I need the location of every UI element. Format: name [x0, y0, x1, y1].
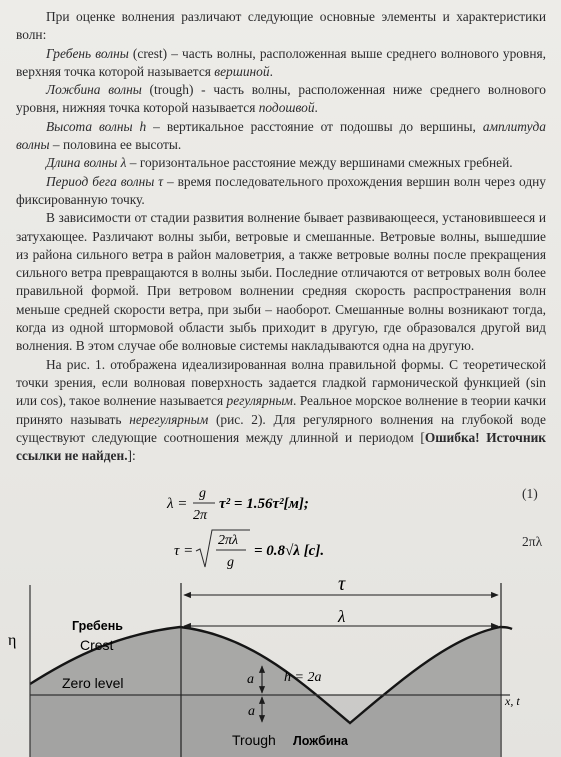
- eq2-lhs: τ =: [174, 543, 194, 559]
- term-irregular: нерегулярным: [129, 411, 209, 427]
- figref-end: ]:: [127, 448, 136, 464]
- equation-1-number: (1): [522, 486, 538, 501]
- trough-label-ru: Ложбина: [293, 734, 349, 748]
- types-text: В зависимости от стадии развития волнение бывает развивающееся, установившееся и затухающее. Различают волны зыби, ветровые и смешанные. Ветровые волны, вышедшие из района сильного ветра в район маловетрия, а также ветровые волны после прекращения сильного ветра превращаются в волны зыби. Последние отличаются от ветровых волн более правильной формой. При ветровом волнении средняя скорость распространения волн меньше средней скорости ветра, при зыби – наоборот. Смешанные волны возникают тогда, когда из одной штормовой области зыбь приходит в другую, где образовался другой вид волнения. В этом случае обе волновые системы накладываются одна на другую.: [16, 210, 546, 354]
- eq2-tail: = 0.8√λ [с].: [254, 543, 325, 559]
- crest-label-en: Crest: [80, 637, 114, 653]
- eta-label: η: [8, 632, 17, 649]
- paragraph-length: [16, 154, 546, 172]
- zero-level-label: Zero level: [62, 675, 124, 691]
- wave-diagram: [0, 575, 561, 757]
- paragraph-period: [16, 173, 546, 210]
- trough-end: .: [314, 100, 318, 116]
- crest-def: (crest) – часть волны, расположенная выше среднего волнового уровня, верхняя точка которой называется: [16, 45, 546, 79]
- trough-def: (trough) - часть волны, расположенная ниже среднего волнового уровня, нижняя точка которой называется: [16, 82, 547, 116]
- figref-text-a: На рис. 1. отображена идеализированная волна правильной формы. С теоретической точки зрения, если волновая поверхность задается гладкой гармонической функцией (sin или cos), такое волнение называется: [16, 356, 546, 409]
- equation-2: [172, 527, 402, 573]
- crest-end: .: [269, 63, 273, 79]
- figref-text-b: . Реальное морское волнение в теории качки принято называть: [16, 393, 547, 427]
- eq1-lhs: λ =: [167, 496, 188, 512]
- crest-label-ru: Гребень: [72, 619, 123, 633]
- paragraph-height: [16, 118, 546, 155]
- term-base: подошвой: [258, 100, 315, 116]
- amplitude-bottom-label: a: [248, 704, 255, 719]
- paragraph-types: [16, 209, 546, 355]
- paragraph-figure-ref: [16, 356, 546, 466]
- figref-text-c: (рис. 2). Для регулярного волнения на глубокой воде существуют следующие соотношения между длинной и периодом [: [16, 411, 546, 445]
- term-crest: Гребень волны: [46, 45, 129, 61]
- reference-error: Ошибка! Источник ссылки не найден.: [16, 429, 547, 464]
- equation-2-number: 2πλ: [522, 534, 543, 549]
- intro-text: При оценке волнения различают следующие основные элементы и характеристики волн:: [16, 9, 546, 43]
- eq1-denominator: 2π: [193, 508, 208, 523]
- trough-label-en: Trough: [232, 732, 276, 748]
- height-def: – вертикальное расстояние от подошвы до вершины,: [146, 118, 483, 134]
- term-period: Период бега волны τ: [46, 173, 164, 189]
- amplitude-top-label: a: [247, 672, 254, 687]
- paragraph-intro: [16, 8, 546, 45]
- term-regular: регулярным: [226, 393, 293, 409]
- body-text: [16, 8, 546, 465]
- eq1-tail: τ² = 1.56τ²[м];: [219, 496, 309, 512]
- paragraph-crest: [16, 45, 546, 82]
- tau-label: τ: [338, 575, 346, 595]
- equation-1: [165, 482, 395, 524]
- x-t-axis-label: x, t: [505, 694, 520, 708]
- term-vertex: вершиной: [214, 63, 270, 79]
- length-def: – горизонтальное расстояние между вершинами смежных гребней.: [126, 155, 513, 171]
- paragraph-trough: [16, 81, 546, 118]
- eq1-numerator: g: [199, 486, 206, 501]
- eq2-numerator: 2πλ: [218, 533, 239, 548]
- period-def: – время последовательного прохождения вершин волн через одну фиксированную точку.: [16, 173, 546, 207]
- term-length: Длина волны λ: [46, 155, 127, 171]
- term-height: Высота волны h: [46, 118, 147, 134]
- eq2-denominator: g: [227, 555, 234, 570]
- wave-height-label: h = 2a: [284, 670, 322, 685]
- amplitude-def: – половина ее высоты.: [49, 137, 182, 153]
- lambda-label: λ: [338, 607, 346, 626]
- term-amplitude: амплитуда волны: [16, 118, 546, 153]
- term-trough: Ложбина волны: [46, 82, 142, 98]
